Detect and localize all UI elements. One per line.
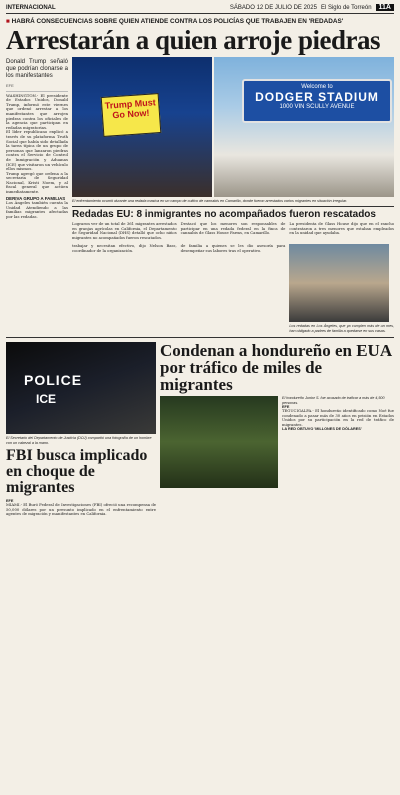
section-name: INTERNACIONAL: [6, 4, 56, 11]
stadium-photo: [214, 57, 394, 197]
family-photo-block: [289, 244, 394, 333]
section-divider: [6, 337, 394, 338]
stadium-sign-line-1: Welcome to: [301, 84, 333, 90]
sidebar-box: [72, 206, 394, 240]
fbi-photo-caption: El Secretario del Departamento de Justicia (DOJ) compartió una fotografía de un hombre con un cabezal a la mano.: [6, 436, 152, 445]
ice-vest-text: ICE: [36, 392, 57, 407]
fbi-body: MIAMI.- El Buró Federal de Investigaciones (FBI) ofreció una recompensa de 50,000 dólares por un presunto implicado en el enfrentamiento entre agentes de migración y manifestantes en California.: [6, 502, 156, 517]
main-deck: Donald Trump señaló que podrían clonarse a los manifestantes: [6, 59, 68, 79]
fbi-story: [6, 342, 156, 516]
page-number: 11A: [376, 4, 394, 11]
main-headline: Arrestarán a quien arroje piedras: [6, 25, 380, 55]
trafficking-headline: Condenan a hondureño en EUA por tráfico de miles de migrantes: [160, 341, 392, 395]
main-kicker: [6, 18, 394, 25]
convict-photo: [160, 396, 278, 488]
stadium-sign-line-3: 1000 VIN SCULLY AVENUE: [279, 104, 355, 110]
protest-photo: [72, 57, 212, 197]
secondary-stories: [6, 342, 394, 516]
sidebar-box-col-1: Lograron ver de un total de 361 migrantes arrestados en granjas agrícolas en California, el Departamento de Seguridad Nacional (DHS) detalló que ocho niños migrantes no acompañados fueron rescatados.: [72, 221, 177, 240]
sidebar-box-col-2: Destacó que los menores son responsables de participar en una redada federal en la finca de cannabis de Glass House Farms, en Camarillo.: [180, 221, 286, 236]
main-byline: EFE: [6, 84, 68, 92]
ice-police-photo: [6, 342, 156, 434]
continuation-col-2: de familia a quienes se les dio asesoría para desempeñar sus labores tras el operativo.: [180, 243, 286, 253]
sidebar-box-col-3: La presidenta de Glass House dijo que en el rancho contrataron a tres menores que estaban empleados en la unidad que ayudaba.: [289, 221, 395, 236]
family-photo: [289, 244, 389, 322]
main-photo-caption: El enfrentamiento ocurrió durante una redada masiva en un campo de cultivo de cannabis en Camarillo, donde fueron arrestados varios migrantes en situación irregular.: [72, 199, 348, 203]
publication-name: El Siglo de Torreón: [320, 4, 372, 11]
fbi-byline: EFE: [6, 499, 14, 504]
stadium-sign-line-2: DODGER STADIUM: [255, 90, 379, 104]
trafficking-subhead: LA RED OBTUVO 'MILLONES DE DÓLARES': [282, 427, 362, 432]
protest-sign: Trump Must Go Now!: [101, 93, 162, 137]
main-body-2: Los Ángeles también cuenta la Unidad Atendiendo a las familias migrantes afectadas por las redadas.: [6, 200, 70, 220]
trafficking-story: [160, 342, 394, 516]
family-photo-caption: Los redadas en Los Ángeles, que ya cumplen más de un mes, han obligado a padres de familia a quedarse en sus casas.: [289, 324, 395, 333]
continuation-col-1: trabajar y necesitan efectivo, dijo Nelson Bass, coordinador de la organización.: [72, 243, 177, 253]
stadium-sign: [242, 79, 392, 123]
main-subhead: DERIVA GRUPO A FAMILIAS: [6, 195, 66, 201]
police-vest-text: POLICE: [24, 372, 83, 389]
kicker-text: HABRÁ CONSECUENCIAS SOBRE QUIEN ATIENDE CONTRA LOS POLICÍAS QUE TRABAJEN EN 'REDADAS': [11, 18, 344, 25]
page-header: [6, 4, 394, 14]
publication-date: SÁBADO 12 DE JULIO DE 2025: [229, 4, 317, 11]
main-story-text-column: [6, 57, 68, 333]
sidebar-box-columns: [72, 222, 394, 240]
fbi-headline: FBI busca implicado en choque de migrantes: [6, 447, 148, 497]
trafficking-photo-caption: El hondureño Junior S. fue acusado de traficar a más de 4,500 personas.: [282, 396, 385, 405]
main-photos: [72, 57, 394, 197]
main-body: WASHINGTON.- El presidente de Estados Unidos, Donald Trump, informó este viernes que ordenó arrestar a los manifestantes que arrojen piedras contra los oficiales de la agencia que participan en redadas migratorias. El líder republicano explicó a través de su plataforma Truth Social que había sido detallada la tarea típica de un grupo de personas que lanzaron piedras contra el Servicio de Control de Inmigración y Aduanas (ICE) que visitaron un vehículo ellos mismos. Trump agregó que ordena a la secretaria de Seguridad Nacional, Kristi Noem, y al fiscal general que actúen inmediatamente.: [6, 92, 68, 195]
main-story-media: [72, 57, 394, 333]
main-story: [6, 57, 394, 333]
bullet-icon: ■: [6, 18, 12, 25]
trafficking-byline: EFE: [282, 405, 290, 410]
main-story-continuation: [72, 244, 394, 333]
sidebar-box-headline: Redadas EU: 8 inmigrantes no acompañados fueron rescatados: [72, 209, 376, 221]
trafficking-body: TEGUCIGALPA.- El hondureño identificado como Noé fue condenado a pasar más de 30 años en prisión en Estados Unidos por su participación en la red de tráfico de migrantes.: [282, 408, 394, 427]
